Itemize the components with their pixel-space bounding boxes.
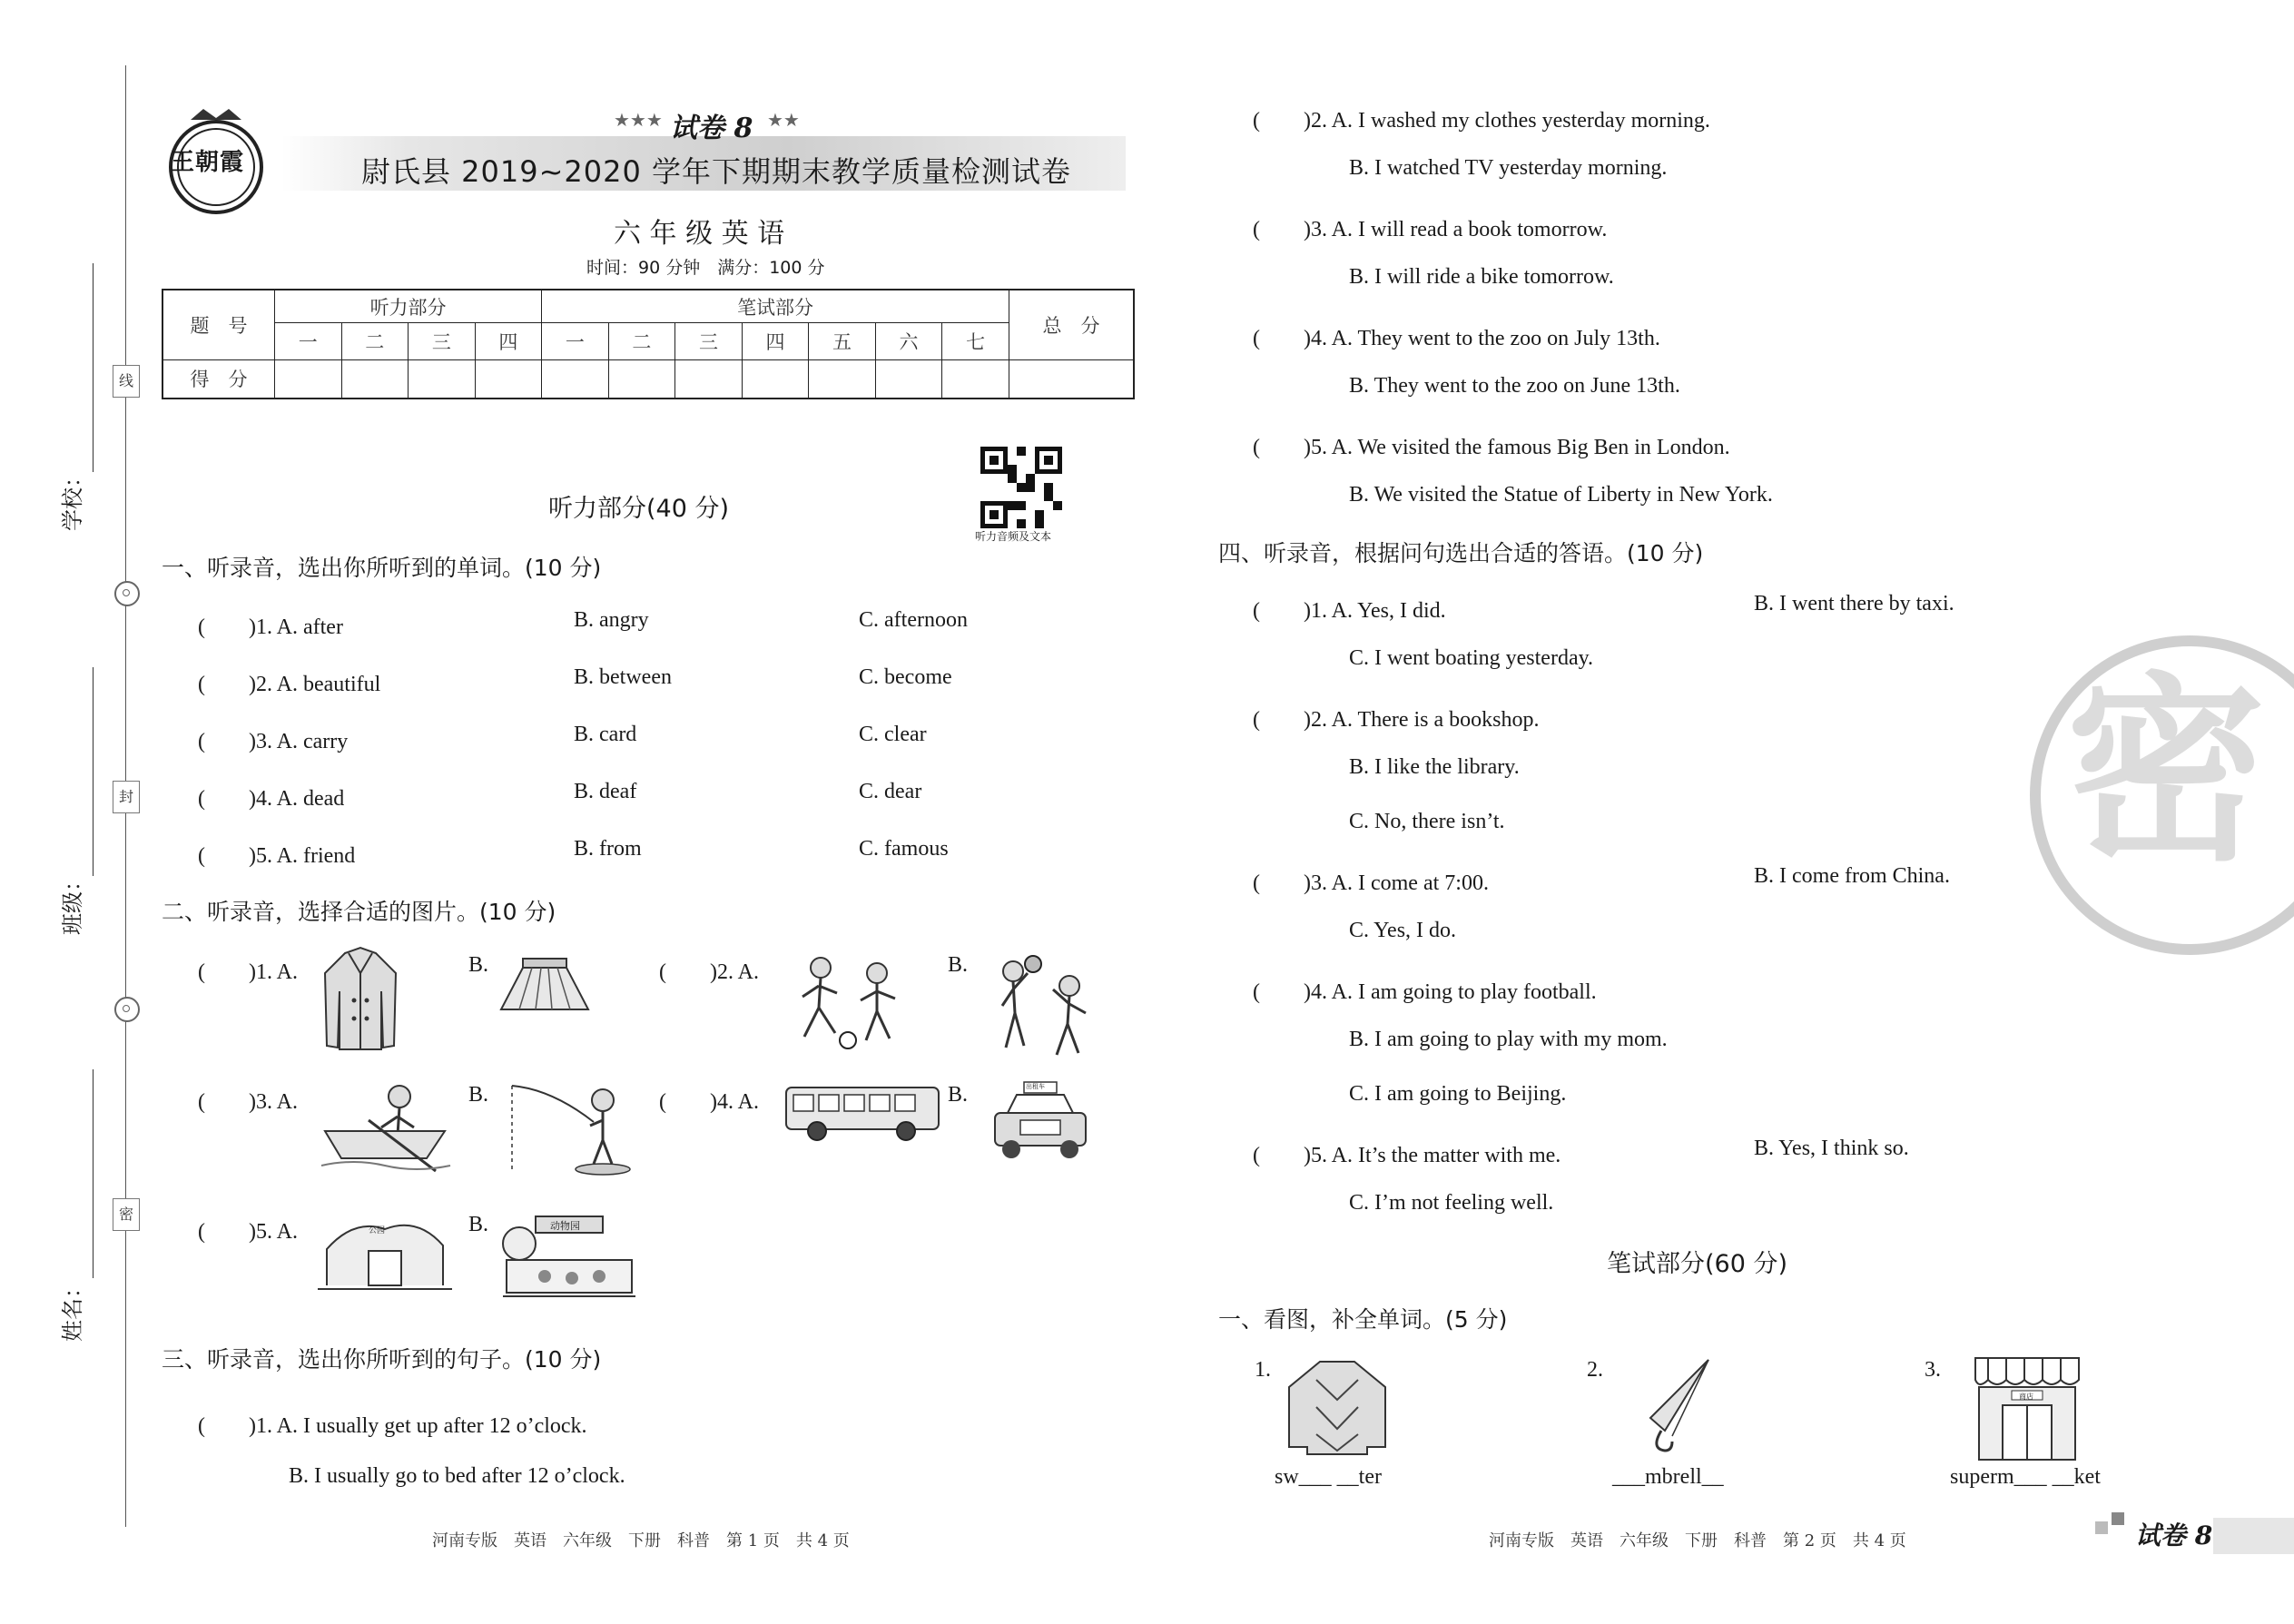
w1-item-2-num: 2.: [1587, 1358, 1603, 1382]
school-label: 学校：: [60, 466, 85, 531]
s1-item-2-c[interactable]: C. become: [859, 665, 952, 689]
watermark-char: 密: [2066, 655, 2267, 888]
page-tag: 试卷 8: [2135, 1521, 2213, 1550]
name-label: 姓名：: [60, 1276, 85, 1342]
boating-icon: [318, 1080, 452, 1175]
s2-item-5-b[interactable]: B.: [468, 1213, 489, 1236]
s4-item-3-a[interactable]: ( )3. A. I come at 7:00.: [1253, 871, 1489, 895]
row-label-number: 题 号: [162, 290, 275, 359]
w1-item-1-word[interactable]: sw___ __ter: [1275, 1465, 1382, 1489]
seal-char-xian: 线: [113, 365, 140, 398]
tag-square: [2095, 1521, 2108, 1534]
score-table: [162, 289, 1135, 399]
s4-item-2-a[interactable]: ( )2. A. There is a bookshop.: [1253, 708, 1540, 732]
stars-left: ★★★: [614, 109, 663, 131]
col-header: 一: [542, 323, 609, 360]
paper-number: 试卷 8: [670, 113, 753, 144]
s1-item-1-c[interactable]: C. afternoon: [859, 608, 968, 632]
time-info: 时间：90 分钟 满分：100 分: [586, 258, 825, 278]
s1-item-3-b[interactable]: B. card: [574, 723, 637, 746]
s2-item-4-b[interactable]: B.: [948, 1083, 969, 1107]
w1-item-2-word[interactable]: ___mbrell__: [1612, 1465, 1724, 1489]
s1-item-1-a[interactable]: ( )1. A. after: [198, 615, 343, 639]
row-label-score: 得 分: [162, 359, 275, 399]
s4-item-1-c[interactable]: C. I went boating yesterday.: [1349, 646, 1594, 670]
class-line: [93, 667, 94, 876]
score-cell[interactable]: [608, 359, 675, 399]
s4-item-1-b[interactable]: B. I went there by taxi.: [1754, 592, 1954, 615]
col-header: 五: [809, 323, 876, 360]
score-cell[interactable]: [542, 359, 609, 399]
w1-item-3-word[interactable]: superm___ __ket: [1950, 1465, 2101, 1489]
s1-item-2-a[interactable]: ( )2. A. beautiful: [198, 673, 381, 696]
s1-item-5-b[interactable]: B. from: [574, 837, 642, 861]
s2-item-3-a[interactable]: ( )3. A.: [198, 1090, 298, 1114]
logo-text: 王朝霞: [171, 149, 245, 176]
s1-item-5-a[interactable]: ( )5. A. friend: [198, 844, 356, 868]
subject-title: 六 年 级 英 语: [614, 218, 785, 250]
listening-s1-heading: 一、听录音，选出你所听到的单词。(10 分): [162, 555, 602, 581]
s3-item-5-b[interactable]: B. We visited the Statue of Liberty in New York.: [1349, 483, 1773, 507]
s3-item-4-a[interactable]: ( )4. A. They went to the zoo on July 13th.: [1253, 327, 1660, 350]
total-header: 总 分: [1009, 290, 1135, 359]
zoo-sign: 动物园: [550, 1220, 580, 1232]
qr-code-icon[interactable]: [980, 447, 1062, 528]
writing-header: 笔试部分: [542, 290, 1009, 323]
stars-right: ★★: [767, 109, 800, 131]
s3-item-5-a[interactable]: ( )5. A. We visited the famous Big Ben in London.: [1253, 436, 1730, 459]
s2-item-5-a[interactable]: ( )5. A.: [198, 1220, 298, 1244]
score-cell[interactable]: [875, 359, 942, 399]
s1-item-2-b[interactable]: B. between: [574, 665, 672, 689]
s4-item-2-c[interactable]: C. No, there isn’t.: [1349, 810, 1505, 833]
s1-item-4-a[interactable]: ( )4. A. dead: [198, 787, 345, 811]
s4-item-2-b[interactable]: B. I like the library.: [1349, 755, 1520, 779]
s3-item-3-a[interactable]: ( )3. A. I will read a book tomorrow.: [1253, 218, 1608, 241]
seal-char-mi: 密: [113, 1198, 140, 1231]
col-header: 三: [409, 323, 476, 360]
s4-item-3-b[interactable]: B. I come from China.: [1754, 864, 1950, 888]
listening-part-title: 听力部分(40 分): [548, 495, 730, 523]
score-cell[interactable]: [409, 359, 476, 399]
s1-item-1-b[interactable]: B. angry: [574, 608, 649, 632]
football-kids-icon: [783, 953, 919, 1053]
s2-item-1-b[interactable]: B.: [468, 953, 489, 977]
s3-item-1-b[interactable]: B. I usually go to bed after 12 o’clock.: [289, 1464, 625, 1488]
taxi-icon: [989, 1080, 1091, 1164]
s4-item-4-a[interactable]: ( )4. A. I am going to play football.: [1253, 980, 1597, 1004]
score-cell[interactable]: [475, 359, 542, 399]
listening-s3-heading: 三、听录音，选出你所听到的句子。(10 分): [162, 1346, 602, 1373]
s3-item-4-b[interactable]: B. They went to the zoo on June 13th.: [1349, 374, 1680, 398]
s3-item-1-a[interactable]: ( )1. A. I usually get up after 12 o’clock.: [198, 1414, 587, 1438]
tag-band: [2213, 1518, 2294, 1554]
s1-item-3-c[interactable]: C. clear: [859, 723, 927, 746]
s1-item-4-b[interactable]: B. deaf: [574, 780, 637, 803]
s4-item-1-a[interactable]: ( )1. A. Yes, I did.: [1253, 599, 1446, 623]
col-header: 三: [675, 323, 743, 360]
qr-caption: 听力音频及文本: [975, 530, 1052, 543]
footer-right: 河南专版 英语 六年级 下册 科普 第 2 页 共 4 页: [1489, 1531, 1906, 1550]
s4-item-4-b[interactable]: B. I am going to play with my mom.: [1349, 1028, 1668, 1051]
s2-item-1-a[interactable]: ( )1. A.: [198, 960, 298, 984]
school-line: [93, 263, 94, 472]
s2-item-2-b[interactable]: B.: [948, 953, 969, 977]
fishing-icon: [507, 1080, 639, 1178]
binding-hole: [114, 581, 140, 606]
class-label: 班级：: [60, 870, 85, 935]
score-cell[interactable]: [341, 359, 409, 399]
skirt-icon: [496, 955, 594, 1015]
tag-square: [2112, 1512, 2124, 1525]
score-cell[interactable]: [1009, 359, 1135, 399]
sweater-icon: [1284, 1356, 1391, 1458]
binding-hole: [114, 997, 140, 1022]
s3-item-2-a[interactable]: ( )2. A. I washed my clothes yesterday morning.: [1253, 109, 1710, 133]
s3-item-3-b[interactable]: B. I will ride a bike tomorrow.: [1349, 265, 1614, 289]
bus-icon: [783, 1084, 942, 1144]
score-cell[interactable]: [942, 359, 1009, 399]
s2-item-2-a[interactable]: ( )2. A.: [659, 960, 759, 984]
s4-item-5-c[interactable]: C. I’m not feeling well.: [1349, 1191, 1554, 1215]
s4-item-4-c[interactable]: C. I am going to Beijing.: [1349, 1082, 1567, 1106]
s1-item-4-c[interactable]: C. dear: [859, 780, 922, 803]
s2-item-3-b[interactable]: B.: [468, 1083, 489, 1107]
basketball-kids-icon: [986, 953, 1102, 1068]
park-sign: 公园: [369, 1226, 386, 1235]
w1-item-1-num: 1.: [1255, 1358, 1271, 1382]
s2-item-4-a[interactable]: ( )4. A.: [659, 1090, 759, 1114]
s1-item-5-c[interactable]: C. famous: [859, 837, 949, 861]
jacket-icon: [320, 946, 401, 1053]
w1-item-3-num: 3.: [1925, 1358, 1941, 1382]
col-header: 二: [341, 323, 409, 360]
writing-s1-heading: 一、看图，补全单词。(5 分): [1218, 1306, 1508, 1333]
taxi-sign: 出租车: [1026, 1083, 1045, 1090]
umbrella-icon: [1641, 1354, 1718, 1456]
writing-part-title: 笔试部分(60 分): [1607, 1250, 1788, 1278]
score-cell[interactable]: [275, 359, 342, 399]
score-cell[interactable]: [742, 359, 809, 399]
s4-item-5-b[interactable]: B. Yes, I think so.: [1754, 1137, 1909, 1160]
col-header: 四: [475, 323, 542, 360]
shop-sign: 商店: [2019, 1393, 2033, 1401]
listening-header: 听力部分: [275, 290, 542, 323]
score-cell[interactable]: [675, 359, 743, 399]
col-header: 六: [875, 323, 942, 360]
col-header: 七: [942, 323, 1009, 360]
name-line: [93, 1069, 94, 1278]
score-cell[interactable]: [809, 359, 876, 399]
listening-s2-heading: 二、听录音，选择合适的图片。(10 分): [162, 899, 556, 925]
supermarket-icon: [1972, 1354, 2082, 1463]
listening-s4-heading: 四、听录音，根据问句选出合适的答语。(10 分): [1218, 540, 1704, 566]
s4-item-5-a[interactable]: ( )5. A. It’s the matter with me.: [1253, 1144, 1561, 1167]
col-header: 四: [742, 323, 809, 360]
footer-left: 河南专版 英语 六年级 下册 科普 第 1 页 共 4 页: [432, 1531, 850, 1550]
seal-char-feng: 封: [113, 781, 140, 813]
s3-item-2-b[interactable]: B. I watched TV yesterday morning.: [1349, 156, 1668, 180]
exam-title: 尉氏县 2019~2020 学年下期期末教学质量检测试卷: [361, 154, 1072, 189]
col-header: 一: [275, 323, 342, 360]
s4-item-3-c[interactable]: C. Yes, I do.: [1349, 919, 1457, 942]
col-header: 二: [608, 323, 675, 360]
s1-item-3-a[interactable]: ( )3. A. carry: [198, 730, 349, 753]
